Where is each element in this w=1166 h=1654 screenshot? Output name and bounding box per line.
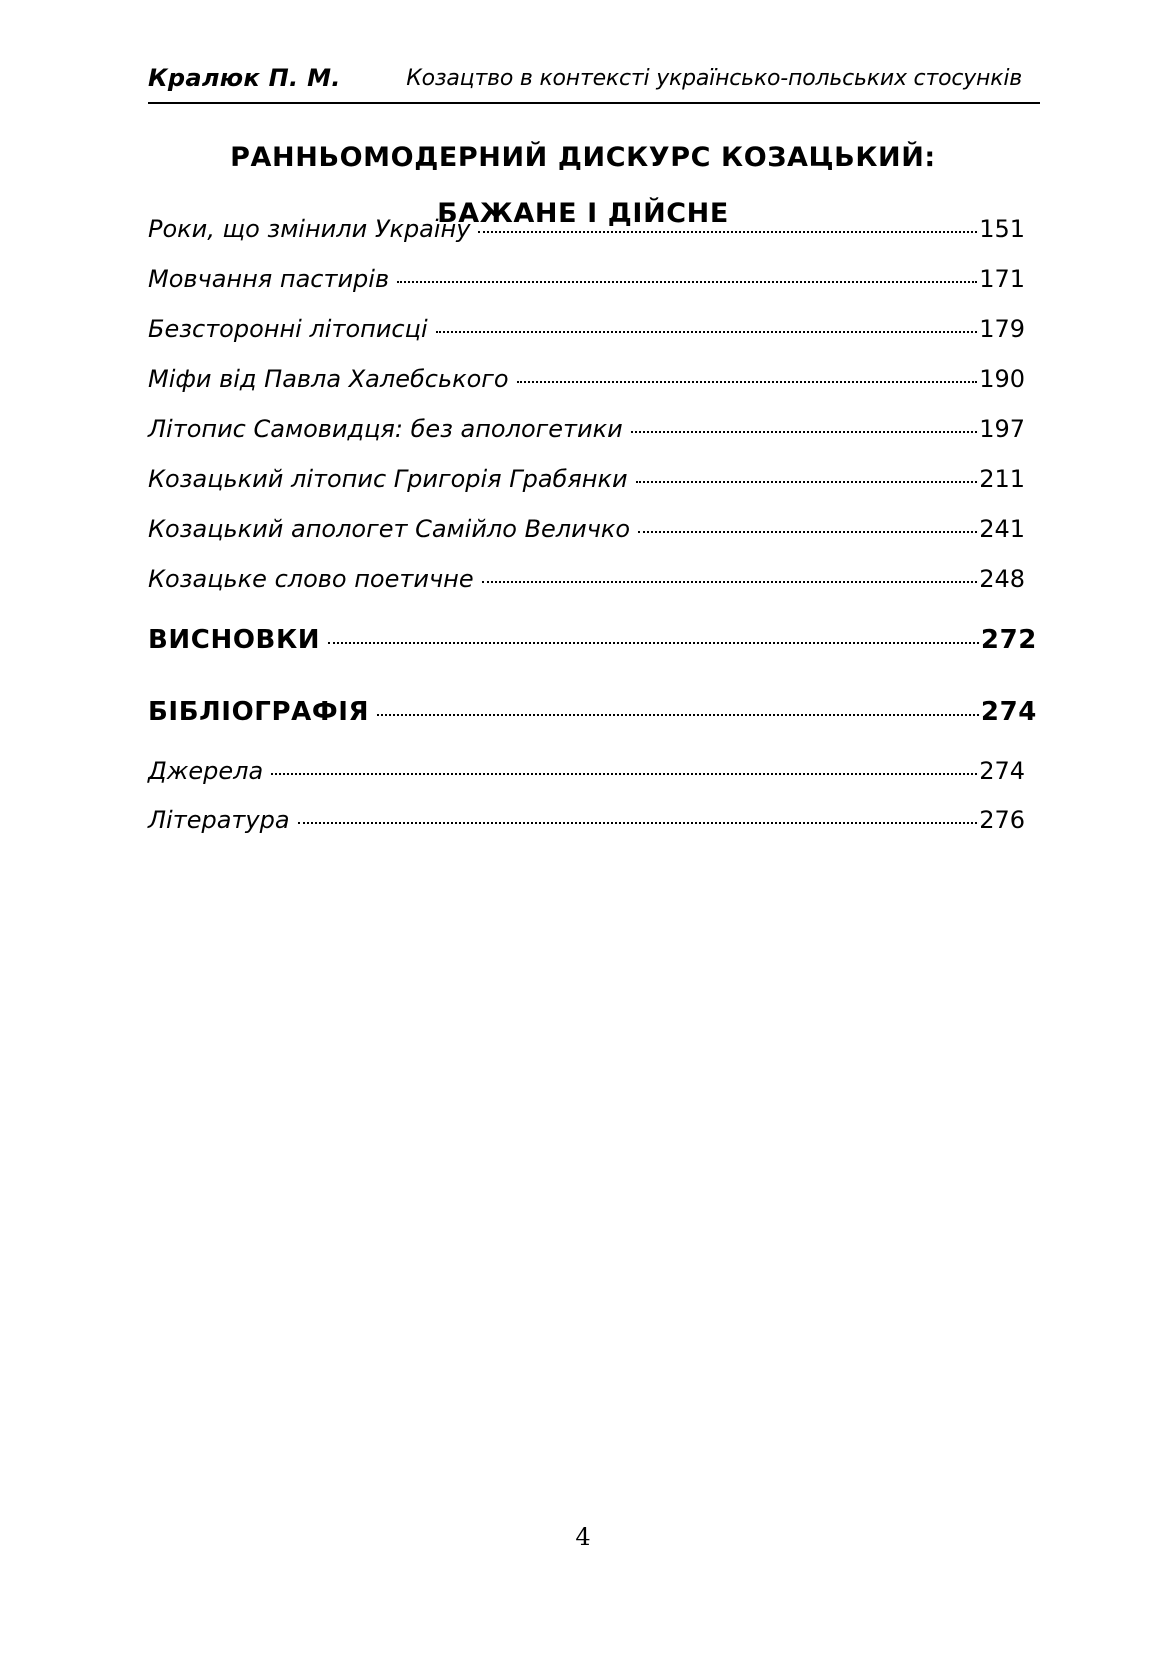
header-book-title: Козацтво в контексті українсько-польських стосунків xyxy=(406,66,1022,91)
toc-entry-label: Мовчання пастирів xyxy=(148,265,390,293)
toc-entry-page: 179 xyxy=(979,315,1025,343)
toc-entry-label: Козацький апологет Самійло Величко xyxy=(148,515,631,543)
toc-entry-page: 241 xyxy=(979,515,1025,543)
toc-entry[interactable] xyxy=(148,757,1025,791)
toc-entry-page: 248 xyxy=(979,565,1025,593)
toc-entry-label: Літопис Самовидця: без апологетики xyxy=(148,415,623,443)
toc-entry-label: Джерела xyxy=(148,757,264,785)
toc-entry-label: Міфи від Павла Халебського xyxy=(148,365,509,393)
toc-entry[interactable] xyxy=(148,315,1025,349)
toc-entry-page: 190 xyxy=(979,365,1025,393)
section-title-line-2: БАЖАНЕ І ДІЙСНЕ xyxy=(437,198,729,229)
dot-leader xyxy=(298,822,978,824)
running-header xyxy=(148,64,1040,104)
dot-leader xyxy=(482,581,978,583)
toc-chapter-label: БІБЛІОГРАФІЯ xyxy=(148,697,370,727)
toc-entry[interactable] xyxy=(148,265,1025,299)
toc-entry-label: Роки, що змінили Україну xyxy=(148,215,471,243)
toc-entry-page: 197 xyxy=(979,415,1025,443)
dot-leader xyxy=(631,431,978,433)
toc-chapter-conclusions[interactable] xyxy=(148,625,1037,661)
toc-entry-page: 211 xyxy=(979,465,1025,493)
toc-entry[interactable] xyxy=(148,515,1025,549)
toc-entry-label: Безсторонні літописці xyxy=(148,315,428,343)
toc-entry-page: 151 xyxy=(979,215,1025,243)
toc-chapter-page: 274 xyxy=(980,697,1037,727)
dot-leader xyxy=(636,481,978,483)
dot-leader xyxy=(328,642,979,644)
dot-leader xyxy=(638,531,977,533)
dot-leader xyxy=(397,281,977,283)
dot-leader xyxy=(478,231,977,233)
toc-entry[interactable] xyxy=(148,465,1025,499)
header-author: Кралюк П. М. xyxy=(148,64,341,92)
toc-chapter-label: ВИСНОВКИ xyxy=(148,625,321,655)
toc-entry-label: Козацький літопис Григорія Грабянки xyxy=(148,465,628,493)
toc-entry[interactable] xyxy=(148,806,1025,840)
dot-leader xyxy=(271,773,977,775)
toc-entry[interactable] xyxy=(148,365,1025,399)
toc-chapter-page: 272 xyxy=(980,625,1037,655)
toc-entry-page: 171 xyxy=(979,265,1025,293)
toc-entry-page: 276 xyxy=(979,806,1025,834)
toc-entry-label: Козацьке слово поетичне xyxy=(148,565,474,593)
toc-entry-page: 274 xyxy=(979,757,1025,785)
dot-leader xyxy=(377,714,979,716)
toc-entry[interactable] xyxy=(148,415,1025,449)
dot-leader xyxy=(517,381,978,383)
toc-entry[interactable] xyxy=(148,565,1025,599)
toc-entry[interactable] xyxy=(148,215,1025,249)
section-title-line-1: РАННЬОМОДЕРНИЙ ДИСКУРС КОЗАЦЬКИЙ: xyxy=(230,142,936,173)
toc-entry-label: Література xyxy=(148,806,290,834)
toc-chapter-bibliography[interactable] xyxy=(148,697,1037,733)
dot-leader xyxy=(436,331,978,333)
page-number: 4 xyxy=(575,1523,591,1551)
